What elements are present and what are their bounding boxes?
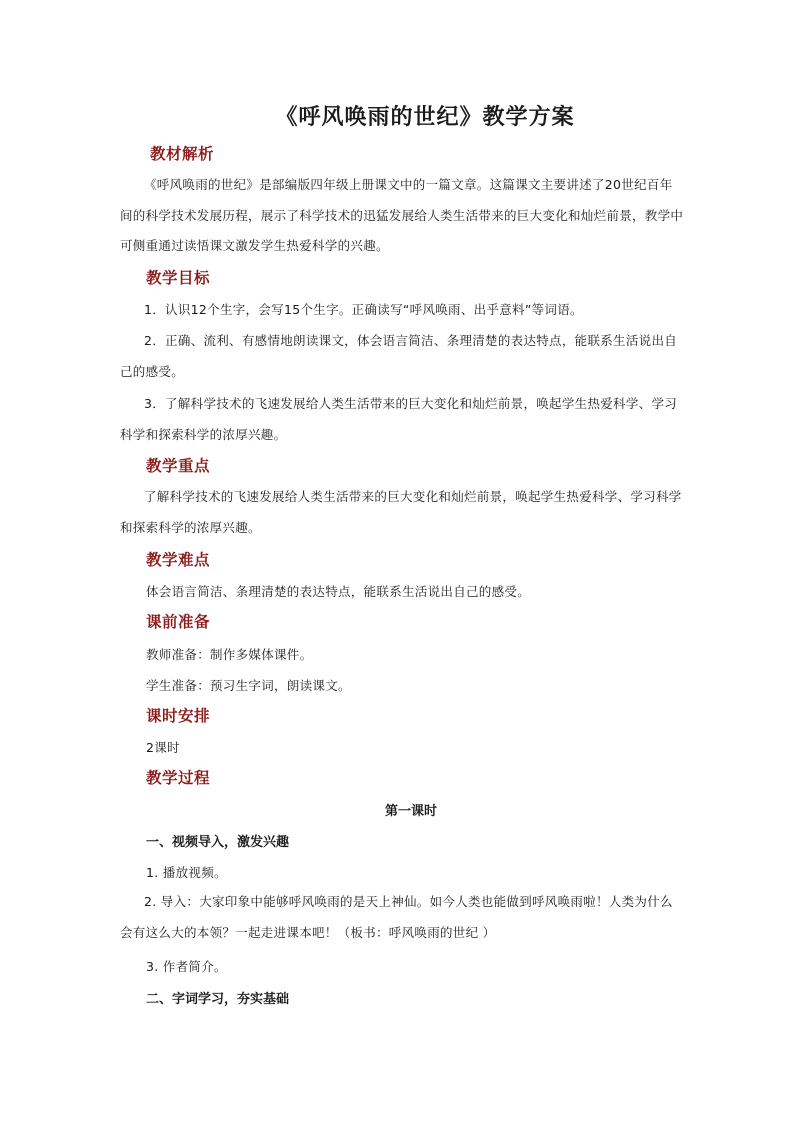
heading-analysis: 教材解析 [150, 144, 215, 163]
heading-schedule: 课时安排 [146, 706, 211, 725]
goal-item-2: 2．正确、流利、有感情地朗读课文，体会语言简洁、条理清楚的表达特点，能联系生活说出自己的感受。 [120, 333, 678, 379]
part1-item-3: 3. 作者简介。 [146, 959, 227, 974]
goal-item-1: 1．认识12个生字，会写15个生字。正确读写“呼风唤雨、出乎意料”等词语。 [144, 302, 583, 317]
analysis-paragraph: 《呼风唤雨的世纪》是部编版四年级上册课文中的一篇文章。这篇课文主要讲述了20世纪百年间的科学技术发展历程，展示了科学技术的迅猛发展给人类生活带来的巨大变化和灿烂前景，教学中可侧重通过读悟课文激发学生热爱科学的兴趣。 [120, 177, 684, 253]
schedule-text: 2课时 [146, 740, 180, 755]
heading-key-points: 教学重点 [146, 456, 211, 475]
goal-item-3: 3．了解科学技术的飞速发展给人类生活带来的巨大变化和灿烂前景，唤起学生热爱科学、学习科学和探索科学的浓厚兴趣。 [120, 396, 678, 442]
lesson-title: 第一课时 [384, 804, 437, 819]
heading-difficulties: 教学难点 [146, 550, 211, 569]
student-preparation: 学生准备：预习生字词，朗读课文。 [146, 678, 351, 693]
document-title: 《呼风唤雨的世纪》教学方案 [275, 104, 575, 130]
teacher-preparation: 教师准备：制作多媒体课件。 [146, 647, 313, 662]
part1-item-2: 2. 导入：大家印象中能够呼风唤雨的是天上神仙。如今人类也能做到呼风唤雨啦！人类为什么会有这么大的本领？一起走进课本吧！（板书：呼风唤雨的世纪 ） [120, 894, 673, 940]
key-points-paragraph: 了解科学技术的飞速发展给人类生活带来的巨大变化和灿烂前景，唤起学生热爱科学、学习科学和探索科学的浓厚兴趣。 [120, 489, 682, 535]
difficulties-text: 体会语言简洁、条理清楚的表达特点，能联系生活说出自己的感受。 [146, 584, 531, 599]
heading-process: 教学过程 [146, 768, 211, 787]
part1-item-1: 1. 播放视频。 [146, 865, 227, 880]
part2-title: 二、字词学习，夯实基础 [146, 992, 290, 1007]
heading-preparation: 课前准备 [146, 612, 211, 631]
heading-goals: 教学目标 [146, 268, 211, 287]
part1-title: 一、视频导入，激发兴趣 [146, 835, 290, 850]
